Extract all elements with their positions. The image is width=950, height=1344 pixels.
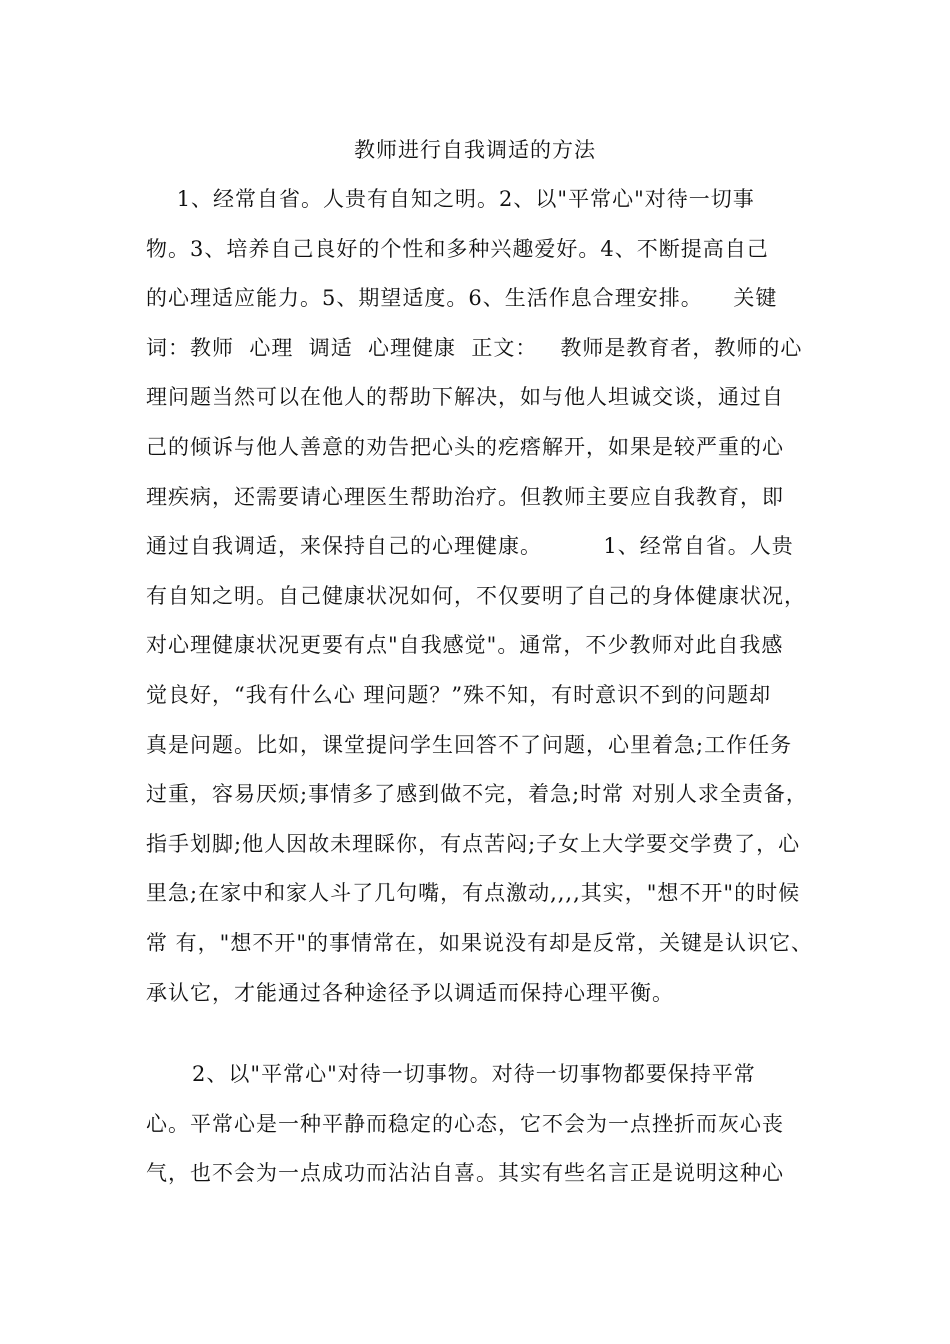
paragraph-1 [146,175,836,1018]
text-line: 通过自我调适，来保持自己的心理健康。 1、经常自省。人贵 [146,534,794,559]
text-line: 理疾病，还需要请心理医生帮助治疗。但教师主要应自我教育，即 [146,484,784,509]
text-line: 对心理健康状况更要有点"自我感觉"。通常，不少教师对此自我感 [146,633,784,658]
text-line: 物。3、培养自己良好的个性和多种兴趣爱好。4、不断提高自己 [146,236,769,261]
text-line: 承认它，才能通过各种途径予以调适而保持心理平衡。 [146,980,674,1005]
text-line: 1、经常自省。人贵有自知之明。2、以"平常心"对待一切事 [146,187,755,211]
text-line: 词：教师 心理 调适 心理健康 正文： 教师是教育者，教师的心 [146,335,803,360]
text-line: 觉良好，“我有什么心 理问题？”殊不知，有时意识不到的问题却 [146,682,772,707]
text-line: 气，也不会为一点成功而沾沾自喜。其实有些名言正是说明这种心 [146,1161,784,1186]
paragraph-2 [146,1050,836,1199]
text-line: 里急;在家中和家人斗了几句嘴，有点激动,,,,其实，"想不开"的时候 [146,881,801,906]
text-line: 有自知之明。自己健康状况如何，不仅要明了自己的身体健康状况， [146,583,806,608]
text-line: 心。平常心是一种平静而稳定的心态，它不会为一点挫折而灰心丧 [146,1111,784,1136]
text-line: 2、以"平常心"对待一切事物。对待一切事物都要保持平常 [146,1062,756,1086]
text-line: 过重，容易厌烦;事情多了感到做不完，着急;时常 对别人求全责备， [146,782,808,807]
text-line: 理问题当然可以在他人的帮助下解决，如与他人坦诚交谈，通过自 [146,385,784,410]
text-line: 指手划脚;他人因故未理睬你，有点苦闷;子女上大学要交学费了，心 [146,831,801,856]
text-line: 的心理适应能力。5、期望适度。6、生活作息合理安排。 关键 [146,286,778,311]
text-line: 真是问题。比如，课堂提问学生回答不了问题，心里着急;工作任务 [146,732,793,757]
document-title: 教师进行自我调适的方法 [354,138,596,162]
text-line: 常 有，"想不开"的事情常在，如果说没有却是反常，关键是认识它、 [146,930,813,955]
text-line: 己的倾诉与他人善意的劝告把心头的疙瘩解开，如果是较严重的心 [146,434,784,459]
